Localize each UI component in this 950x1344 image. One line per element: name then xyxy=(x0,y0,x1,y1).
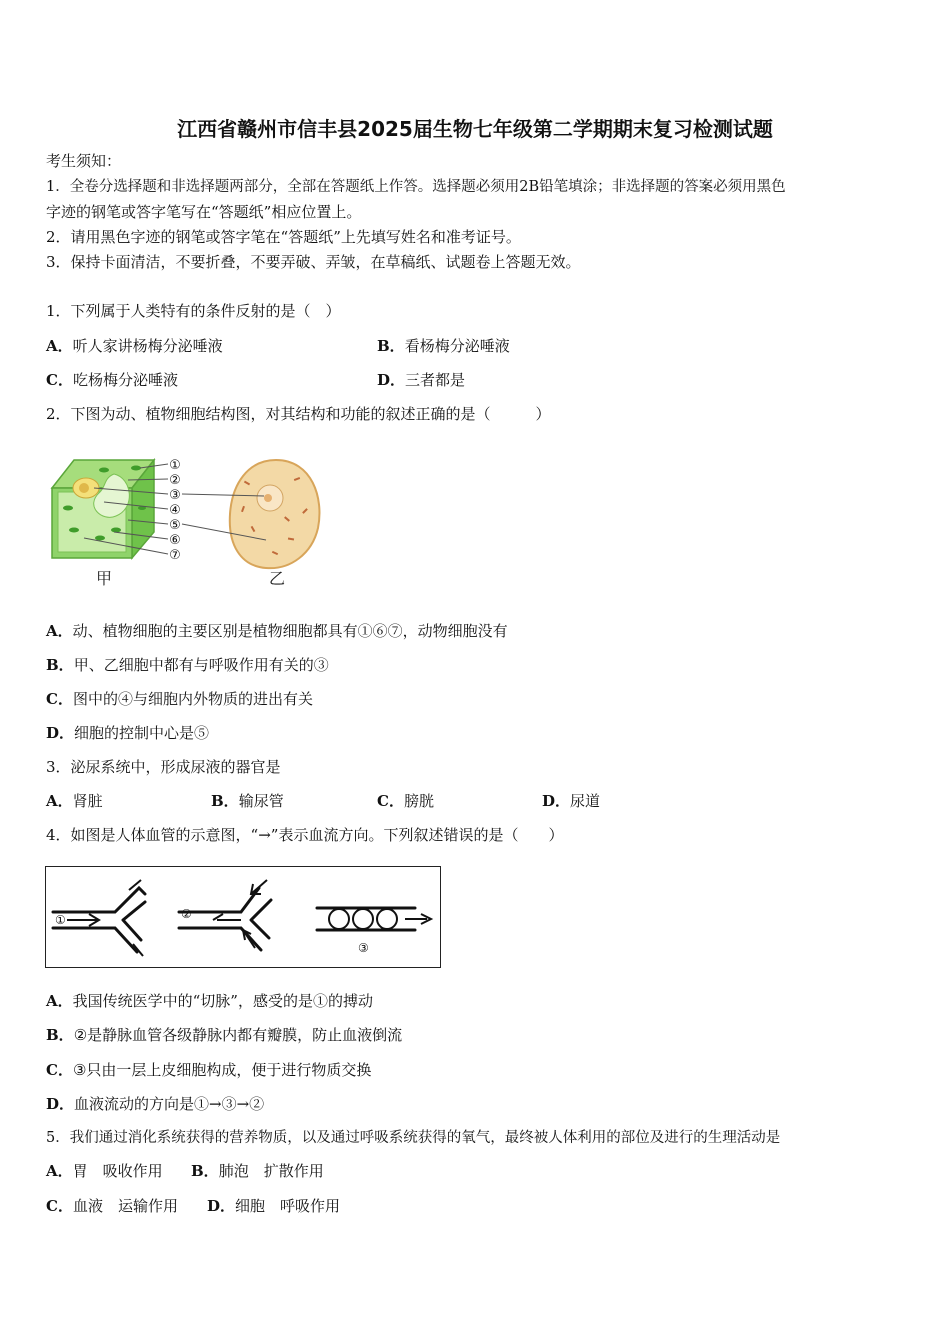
q5-option-a[interactable] xyxy=(46,1161,163,1181)
option-text: 血液流动的方向是①→③→② xyxy=(74,1095,265,1113)
q2-stem: 2．下图为动、植物细胞结构图，对其结构和功能的叙述正确的是（ ） xyxy=(46,405,551,423)
notice-line-2: 2．请用黑色字迹的钢笔或答字笔在“答题纸”上先填写姓名和准考证号。 xyxy=(46,228,521,246)
caption-jia: 甲 xyxy=(95,569,113,588)
option-letter: B． xyxy=(46,1026,74,1044)
option-letter: A． xyxy=(46,337,73,355)
vessel-label-2: ② xyxy=(181,907,192,921)
option-text: 血液 运输作用 xyxy=(72,1197,178,1215)
option-letter: D． xyxy=(46,724,75,742)
option-letter: D． xyxy=(207,1197,236,1215)
option-text: 甲、乙细胞中都有与呼吸作用有关的③ xyxy=(73,656,329,674)
q4-stem: 4．如图是人体血管的示意图，“→”表示血流方向。下列叙述错误的是（ ） xyxy=(46,826,564,844)
option-letter: D． xyxy=(377,371,406,389)
cell-label-1: ① xyxy=(169,458,181,473)
option-text: ③只由一层上皮细胞构成，便于进行物质交换 xyxy=(72,1061,372,1079)
option-text: ②是静脉血管各级静脉内都有瓣膜，防止血液倒流 xyxy=(73,1026,403,1044)
option-text: 细胞 呼吸作用 xyxy=(235,1197,341,1215)
q1-option-d[interactable] xyxy=(377,370,465,390)
option-letter: C． xyxy=(46,371,73,389)
option-text: 吃杨梅分泌唾液 xyxy=(72,371,178,389)
q4-option-d[interactable] xyxy=(46,1094,264,1114)
q5-option-c[interactable] xyxy=(46,1196,178,1216)
option-text: 看杨梅分泌唾液 xyxy=(404,337,510,355)
q4-option-a[interactable] xyxy=(46,991,373,1011)
notice-line-1a: 1．全卷分选择题和非选择题两部分，全部在答题纸上作答。选择题必须用2B铅笔填涂；非选择题的答案必须用黑色 xyxy=(46,179,786,195)
q3-stem: 3．泌尿系统中，形成尿液的器官是 xyxy=(46,758,281,776)
option-letter: A． xyxy=(46,992,73,1010)
caption-yi: 乙 xyxy=(268,569,286,588)
blood-vessel-diagram xyxy=(45,866,441,968)
option-letter: C． xyxy=(46,1197,73,1215)
notice-line-1b: 字迹的钢笔或答字笔写在“答题纸”相应位置上。 xyxy=(46,203,362,221)
cell-label-7: ⑦ xyxy=(169,548,181,563)
option-letter: A． xyxy=(46,792,73,810)
option-text: 尿道 xyxy=(570,792,601,810)
option-text: 胃 吸收作用 xyxy=(72,1162,163,1180)
q5-option-d[interactable] xyxy=(207,1196,340,1216)
q4-option-c[interactable] xyxy=(46,1060,371,1080)
q3-option-a[interactable] xyxy=(46,791,103,811)
q3-option-c[interactable] xyxy=(377,791,434,811)
cell-label-6: ⑥ xyxy=(169,533,181,548)
q2-option-d[interactable] xyxy=(46,723,209,743)
option-text: 我国传统医学中的“切脉”，感受的是①的搏动 xyxy=(72,992,373,1010)
option-letter: D． xyxy=(542,792,571,810)
q5-option-b[interactable] xyxy=(191,1161,324,1181)
option-letter: C． xyxy=(377,792,404,810)
option-text: 细胞的控制中心是⑤ xyxy=(74,724,210,742)
cell-label-4: ④ xyxy=(169,503,181,518)
cell-label-2: ② xyxy=(169,473,181,488)
q2-option-a[interactable] xyxy=(46,621,508,641)
cell-diagram xyxy=(44,448,334,592)
option-letter: D． xyxy=(46,1095,75,1113)
option-text: 膀胱 xyxy=(403,792,434,810)
notice-heading: 考生须知： xyxy=(46,152,122,170)
q1-option-a[interactable] xyxy=(46,336,223,356)
vessel-label-1: ① xyxy=(55,913,66,927)
cell-label-5: ⑤ xyxy=(169,518,181,533)
option-letter: C． xyxy=(46,690,73,708)
notice-line-3: 3．保持卡面清洁，不要折叠，不要弄破、弄皱，在草稿纸、试题卷上答题无效。 xyxy=(46,253,581,271)
option-letter: C． xyxy=(46,1061,73,1079)
option-text: 三者都是 xyxy=(405,371,466,389)
option-letter: B． xyxy=(377,337,405,355)
option-letter: B． xyxy=(46,656,74,674)
q1-stem: 1．下列属于人类特有的条件反射的是（ ） xyxy=(46,302,341,320)
option-text: 动、植物细胞的主要区别是植物细胞都具有①⑥⑦，动物细胞没有 xyxy=(72,622,508,640)
q4-option-b[interactable] xyxy=(46,1025,402,1045)
q1-option-b[interactable] xyxy=(377,336,510,356)
q3-option-d[interactable] xyxy=(542,791,600,811)
cell-label-3: ③ xyxy=(169,488,181,503)
page-title: 江西省赣州市信丰县2025届生物七年级第二学期期末复习检测试题 xyxy=(177,117,773,141)
vessel-label-3: ③ xyxy=(358,941,369,955)
q1-option-c[interactable] xyxy=(46,370,178,390)
option-letter: B． xyxy=(211,792,239,810)
q2-option-c[interactable] xyxy=(46,689,313,709)
option-letter: B． xyxy=(191,1162,219,1180)
option-letter: A． xyxy=(46,1162,73,1180)
option-text: 肺泡 扩散作用 xyxy=(218,1162,324,1180)
q2-option-b[interactable] xyxy=(46,655,329,675)
plant-cell-image xyxy=(52,460,154,558)
q3-option-b[interactable] xyxy=(211,791,284,811)
option-text: 图中的④与细胞内外物质的进出有关 xyxy=(72,690,313,708)
option-text: 肾脏 xyxy=(72,792,103,810)
option-text: 听人家讲杨梅分泌唾液 xyxy=(72,337,223,355)
option-text: 输尿管 xyxy=(238,792,284,810)
animal-cell-image xyxy=(230,460,320,568)
q5-stem: 5．我们通过消化系统获得的营养物质，以及通过呼吸系统获得的氧气，最终被人体利用的部位及进行的生理活动是 xyxy=(46,1130,781,1146)
option-letter: A． xyxy=(46,622,73,640)
